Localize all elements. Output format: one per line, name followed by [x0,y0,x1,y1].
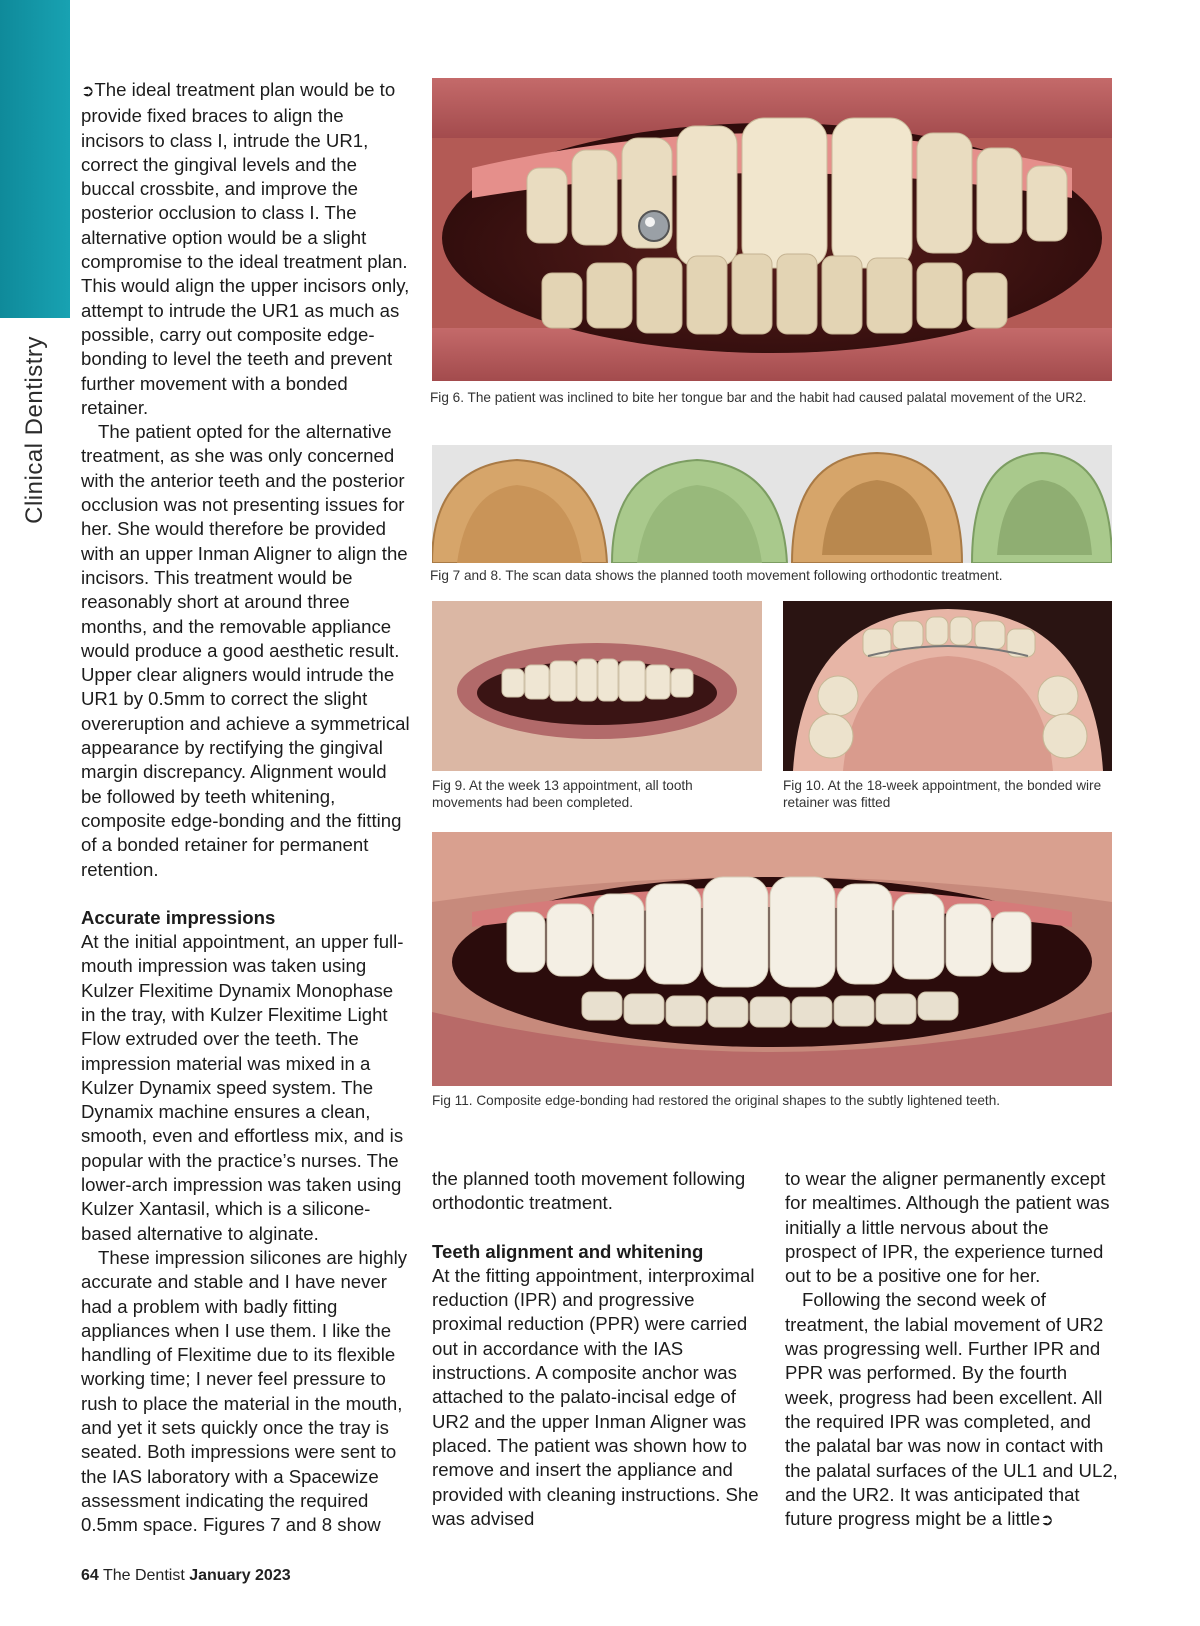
fig10-photo [783,601,1112,771]
spacer [432,1216,762,1240]
continued-arrow-icon: ➲ [81,83,95,100]
fig11-photo [432,832,1112,1086]
right-column [785,1167,1120,1533]
fig10-caption: Fig 10. At the 18-week appointment, the bonded wire retainer was fitted [783,778,1102,810]
continue-arrow-icon: ➲ [1040,1512,1054,1530]
right-paragraph-1: to wear the aligner permanently except for mealtimes. Although the patient was initially a little nervous about the prospect of IPR, the experience turned out to be a positive one for her. [785,1168,1110,1287]
fig6-caption: Fig 6. The patient was inclined to bite her tongue bar and the habit had caused palatal movement of the UR2. [430,390,1087,405]
right-paragraph-2 [785,1288,1120,1533]
section-color-tab [0,0,70,318]
section-label-text: Clinical Dentistry [21,336,48,524]
fig6-photo [432,78,1112,381]
left-paragraph-1-text: The ideal treatment plan would be to provide fixed braces to align the incisors to class I, intrude the UR1, correct the gingival levels and the buccal crossbite, and improve the posterior occlusion to class I. The alternative option would be a slight compromise to the ideal treatment plan. This would align the upper incisors only, attempt to intrude the UR1 as much as possible, carry out composite edge-bonding to level the teeth and prevent further movement with a bonded retainer. [81,79,410,418]
issue-date: January 2023 [189,1567,291,1584]
left-paragraph-4: These impression silicones are highly accurate and stable and I have never had a problem with badly fitting appliances when I use them. I like the handling of Flexitime due to its flexible working time; I never feel pressure to rush to place the material in the mouth, and yet it sets quickly once the tray is seated. Both impressions were sent to the IAS laboratory with a Spacewize assessment indicating the required 0.5mm space. Figures 7 and 8 show [81,1246,408,1536]
section-label [22,330,48,530]
heading-teeth-alignment: Teeth alignment and whitening [432,1240,704,1262]
page-number: 64 [81,1567,99,1584]
left-paragraph-3: At the initial appointment, an upper full-mouth impression was taken using Kulzer Flexitime Dynamix Monophase in the tray, with Kulzer Flexitime Light Flow extruded over the teeth. The impression material was mixed in a Kulzer Dynamix speed system. The Dynamix machine ensures a clean, smooth, even and effortless mix, and is popular with the practice’s nurses. The lower-arch impression was taken using Kulzer Xantasil, which is a silicone-based alternative to alginate. [81,931,404,1244]
fig7-8-caption: Fig 7 and 8. The scan data shows the planned tooth movement following orthodontic treatment. [430,568,1003,583]
fig9-caption: Fig 9. At the week 13 appointment, all tooth movements had been completed. [432,778,693,810]
heading-accurate-impressions: Accurate impressions [81,906,276,928]
left-paragraph-2: The patient opted for the alternative treatment, as she was only concerned with the anterior teeth and the posterior occlusion was not presenting issues for her. She would therefore be provided with an upper Inman Aligner to align the incisors. This treatment would be reasonably short at around three months, and the removable appliance would produce a good aesthetic result. Upper clear aligners would intrude the UR1 by 0.5mm to correct the slight overeruption and achieve a symmetrical appearance by rectifying the gingival margin discrepancy. Alignment would be followed by teeth whitening, composite edge-bonding and the fitting of a bonded retainer for permanent retention. [81,421,410,880]
page-footer [81,1567,291,1585]
spacer [81,882,411,906]
fig11-caption: Fig 11. Composite edge-bonding had restored the original shapes to the subtly lightened teeth. [432,1093,1001,1108]
left-column [81,78,411,1538]
fig9-photo [432,601,762,771]
left-paragraph-1 [81,78,411,420]
middle-paragraph-2: At the fitting appointment, interproximal reduction (IPR) and progressive proximal reduction (PPR) were carried out in accordance with the IAS instructions. A composite anchor was attached to the palato-incisal edge of UR2 and the upper Inman Aligner was placed. The patient was shown how to remove and insert the appliance and provided with cleaning instructions. She was advised [432,1264,759,1529]
publication-name: The Dentist [102,1567,185,1584]
middle-column [432,1167,762,1531]
right-paragraph-2-text: Following the second week of treatment, the labial movement of UR2 was progressing well. Further IPR and PPR was performed. By the fourth week, progress had been excellent. All the required IPR was completed, and the palatal bar was now in contact with the palatal surfaces of the UL1 and UL2, and the UR2. It was anticipated that future progress might be a little [785,1289,1118,1530]
fig7-8-photo [432,445,1112,563]
middle-paragraph-1: the planned tooth movement following orthodontic treatment. [432,1168,746,1214]
